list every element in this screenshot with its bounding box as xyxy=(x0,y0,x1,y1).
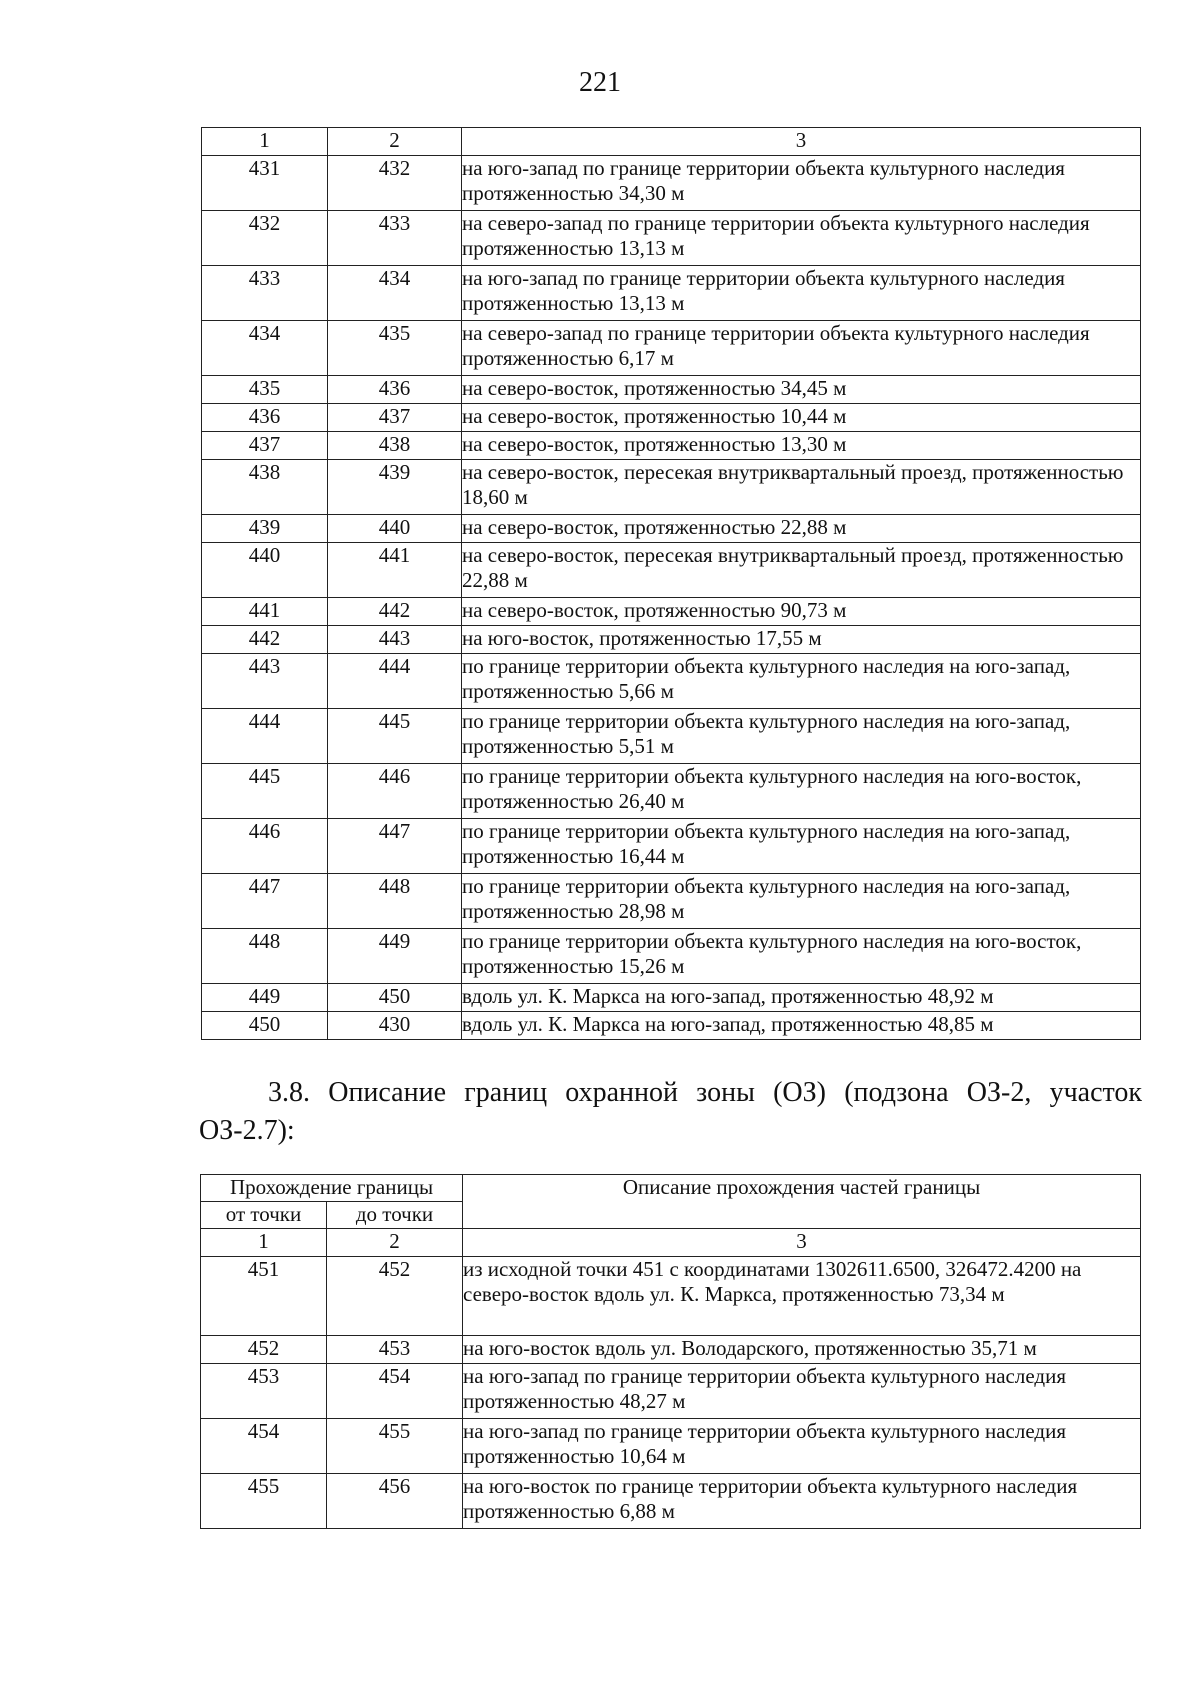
to-point-cell: 434 xyxy=(328,266,462,321)
boundary-table-ozs xyxy=(201,127,1141,1040)
to-point-cell: 440 xyxy=(328,515,462,543)
to-point-cell: 437 xyxy=(328,404,462,432)
description-cell: на юго-запад по границе территории объекта культурного наследия протяженностью 10,64 м xyxy=(463,1419,1141,1474)
table-row xyxy=(202,874,1141,929)
table-row xyxy=(202,984,1141,1012)
description-cell: на юго-запад по границе территории объекта культурного наследия протяженностью 34,30 м xyxy=(462,156,1141,211)
description-cell: на северо-восток, пересекая внутриквартальный проезд, протяженностью 18,60 м xyxy=(462,460,1141,515)
from-point-cell: 450 xyxy=(202,1012,328,1040)
column-number-3: 3 xyxy=(463,1229,1141,1257)
description-cell: по границе территории объекта культурного наследия на юго-запад, протяженностью 16,44 м xyxy=(462,819,1141,874)
table-row xyxy=(202,929,1141,984)
from-point-cell: 434 xyxy=(202,321,328,376)
table-row xyxy=(202,1012,1141,1040)
table-row xyxy=(202,460,1141,515)
from-point-cell: 454 xyxy=(201,1419,327,1474)
table-numbering-row xyxy=(201,1229,1141,1257)
to-point-cell: 438 xyxy=(328,432,462,460)
table-row xyxy=(202,211,1141,266)
description-cell: на северо-запад по границе территории объекта культурного наследия протяженностью 6,17 м xyxy=(462,321,1141,376)
to-point-cell: 432 xyxy=(328,156,462,211)
from-point-cell: 451 xyxy=(201,1257,327,1336)
section-number: 3.8. xyxy=(268,1077,310,1108)
description-cell: вдоль ул. К. Маркса на юго-запад, протяженностью 48,92 м xyxy=(462,984,1141,1012)
table-row xyxy=(202,654,1141,709)
to-point-cell: 445 xyxy=(328,709,462,764)
column-number-1: 1 xyxy=(201,1229,327,1257)
table-header-row xyxy=(202,128,1141,156)
from-point-cell: 447 xyxy=(202,874,328,929)
from-point-cell: 453 xyxy=(201,1364,327,1419)
table-row xyxy=(202,598,1141,626)
description-cell: на северо-восток, протяженностью 10,44 м xyxy=(462,404,1141,432)
table-row xyxy=(202,515,1141,543)
to-point-cell: 455 xyxy=(327,1419,463,1474)
table-row xyxy=(202,321,1141,376)
from-point-cell: 446 xyxy=(202,819,328,874)
to-point-cell: 448 xyxy=(328,874,462,929)
description-cell: по границе территории объекта культурного наследия на юго-запад, протяженностью 28,98 м xyxy=(462,874,1141,929)
from-point-cell: 449 xyxy=(202,984,328,1012)
from-point-cell: 443 xyxy=(202,654,328,709)
description-cell: на юго-запад по границе территории объекта культурного наследия протяженностью 13,13 м xyxy=(462,266,1141,321)
to-point-cell: 435 xyxy=(328,321,462,376)
from-point-cell: 435 xyxy=(202,376,328,404)
table-row xyxy=(201,1257,1141,1336)
to-point-cell: 439 xyxy=(328,460,462,515)
section-heading xyxy=(199,1074,1142,1150)
table-row xyxy=(202,709,1141,764)
to-point-cell: 447 xyxy=(328,819,462,874)
to-point-cell: 433 xyxy=(328,211,462,266)
to-point-cell: 450 xyxy=(328,984,462,1012)
from-point-cell: 441 xyxy=(202,598,328,626)
table-row xyxy=(201,1364,1141,1419)
from-point-cell: 442 xyxy=(202,626,328,654)
table-row xyxy=(202,156,1141,211)
description-cell: на северо-восток, протяженностью 22,88 м xyxy=(462,515,1141,543)
description-cell: на юго-восток вдоль ул. Володарского, протяженностью 35,71 м xyxy=(463,1336,1141,1364)
column-number-2: 2 xyxy=(328,128,462,156)
section-title: Описание границ охранной зоны (ОЗ) (подзона ОЗ-2, участок ОЗ-2.7): xyxy=(199,1077,1142,1146)
from-point-cell: 433 xyxy=(202,266,328,321)
description-cell: из исходной точки 451 с координатами 1302611.6500, 326472.4200 на северо-восток вдоль ул. К. Маркса, протяженностью 73,34 м xyxy=(463,1257,1141,1336)
to-point-cell: 456 xyxy=(327,1474,463,1529)
to-point-cell: 454 xyxy=(327,1364,463,1419)
to-point-cell: 449 xyxy=(328,929,462,984)
table-row xyxy=(201,1336,1141,1364)
table-row xyxy=(202,266,1141,321)
table-group-header-row xyxy=(201,1175,1141,1202)
table-row xyxy=(202,432,1141,460)
from-point-cell: 444 xyxy=(202,709,328,764)
from-point-cell: 445 xyxy=(202,764,328,819)
description-cell: по границе территории объекта культурного наследия на юго-восток, протяженностью 26,40 м xyxy=(462,764,1141,819)
from-point-cell: 432 xyxy=(202,211,328,266)
from-point-cell: 455 xyxy=(201,1474,327,1529)
from-point-cell: 437 xyxy=(202,432,328,460)
table-row xyxy=(202,819,1141,874)
to-point-cell: 444 xyxy=(328,654,462,709)
description-cell: вдоль ул. К. Маркса на юго-запад, протяженностью 48,85 м xyxy=(462,1012,1141,1040)
table-row xyxy=(202,626,1141,654)
from-point-cell: 440 xyxy=(202,543,328,598)
description-cell: на северо-запад по границе территории объекта культурного наследия протяженностью 13,13 м xyxy=(462,211,1141,266)
description-cell: на юго-восток по границе территории объекта культурного наследия протяженностью 6,88 м xyxy=(463,1474,1141,1529)
to-point-cell: 436 xyxy=(328,376,462,404)
to-point-cell: 430 xyxy=(328,1012,462,1040)
table-row xyxy=(201,1419,1141,1474)
from-point-cell: 448 xyxy=(202,929,328,984)
to-point-cell: 453 xyxy=(327,1336,463,1364)
to-point-cell: 446 xyxy=(328,764,462,819)
to-point-cell: 443 xyxy=(328,626,462,654)
from-point-cell: 431 xyxy=(202,156,328,211)
from-point-cell: 439 xyxy=(202,515,328,543)
table-row xyxy=(202,764,1141,819)
from-point-cell: 436 xyxy=(202,404,328,432)
description-cell: по границе территории объекта культурного наследия на юго-запад, протяженностью 5,66 м xyxy=(462,654,1141,709)
column-number-3: 3 xyxy=(462,128,1141,156)
column-number-2: 2 xyxy=(327,1229,463,1257)
description-cell: на юго-запад по границе территории объекта культурного наследия протяженностью 48,27 м xyxy=(463,1364,1141,1419)
table-row xyxy=(202,543,1141,598)
description-cell: по границе территории объекта культурного наследия на юго-запад, протяженностью 5,51 м xyxy=(462,709,1141,764)
to-point-cell: 452 xyxy=(327,1257,463,1336)
description-header: Описание прохождения частей границы xyxy=(463,1175,1141,1229)
description-cell: на юго-восток, протяженностью 17,55 м xyxy=(462,626,1141,654)
to-point-cell: 441 xyxy=(328,543,462,598)
from-point-cell: 452 xyxy=(201,1336,327,1364)
description-cell: на северо-восток, протяженностью 13,30 м xyxy=(462,432,1141,460)
description-cell: на северо-восток, протяженностью 90,73 м xyxy=(462,598,1141,626)
from-point-header: от точки xyxy=(201,1202,327,1229)
to-point-header: до точки xyxy=(327,1202,463,1229)
to-point-cell: 442 xyxy=(328,598,462,626)
from-point-cell: 438 xyxy=(202,460,328,515)
description-cell: на северо-восток, пересекая внутриквартальный проезд, протяженностью 22,88 м xyxy=(462,543,1141,598)
table-row xyxy=(202,376,1141,404)
description-cell: на северо-восток, протяженностью 34,45 м xyxy=(462,376,1141,404)
boundary-passage-header: Прохождение границы xyxy=(201,1175,463,1202)
table-row xyxy=(201,1474,1141,1529)
page-number: 221 xyxy=(579,67,621,98)
column-number-1: 1 xyxy=(202,128,328,156)
table-row xyxy=(202,404,1141,432)
boundary-table-oz2 xyxy=(200,1174,1141,1529)
description-cell: по границе территории объекта культурного наследия на юго-восток, протяженностью 15,26 м xyxy=(462,929,1141,984)
